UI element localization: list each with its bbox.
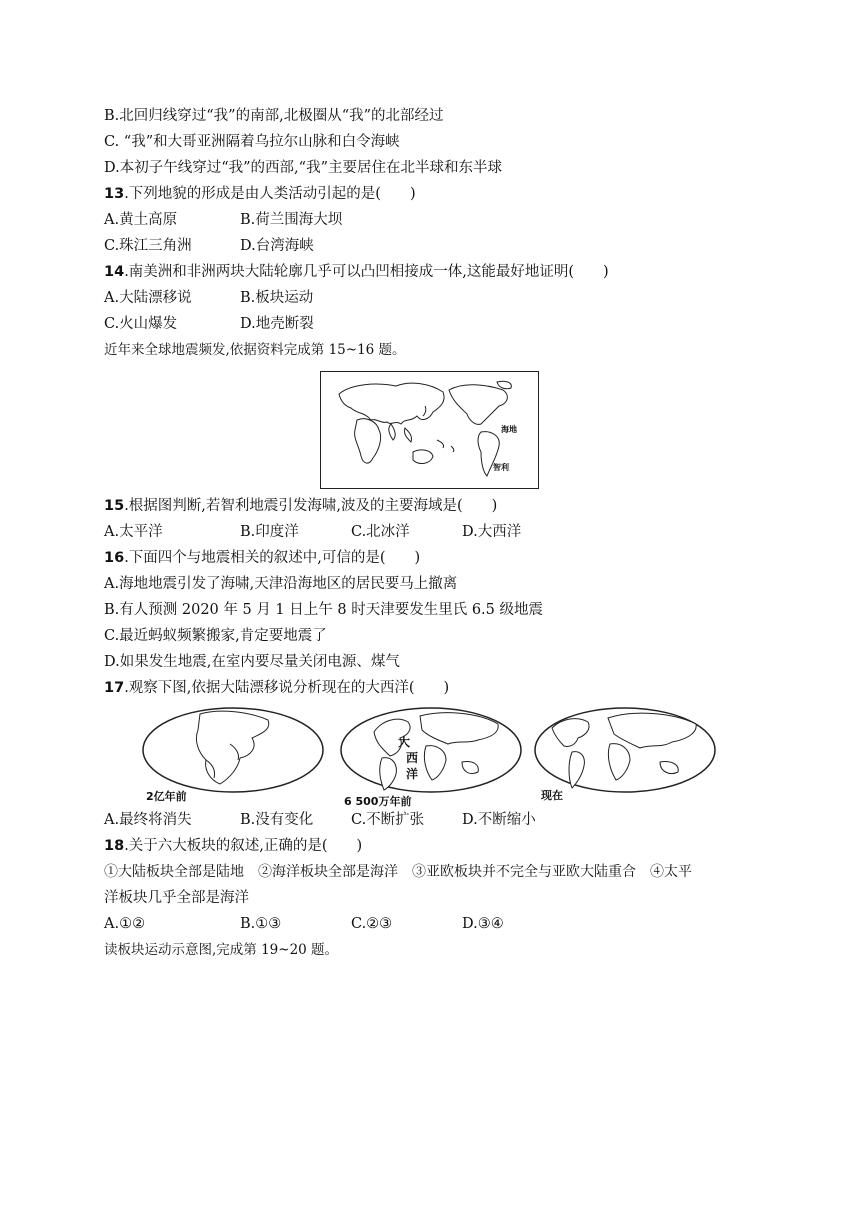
question-number: 14 bbox=[104, 264, 125, 280]
intro-19-20: 读板块运动示意图,完成第 19~20 题。 bbox=[104, 942, 339, 958]
statements-line-1: ①大陆板块全部是陆地 ②海洋板块全部是海洋 ③亚欧板块并不完全与亚欧大陆重合 ④太平 bbox=[104, 864, 692, 880]
option-d: D.大西洋 bbox=[462, 524, 522, 540]
option-b: B.①③ bbox=[240, 916, 282, 932]
option-d: D.③④ bbox=[462, 916, 504, 932]
question-number: 17 bbox=[104, 680, 125, 696]
intro-15-16: 近年来全球地震频发,依据资料完成第 15~16 题。 bbox=[104, 342, 406, 358]
option-c: C.②③ bbox=[351, 916, 393, 932]
option-b: B.有人预测 2020 年 5 月 1 日上午 8 时天津要发生里氏 6.5 级地震 bbox=[104, 602, 543, 618]
question-stem: .观察下图,依据大陆漂移说分析现在的大西洋( ) bbox=[124, 680, 450, 696]
option-d: D.台湾海峡 bbox=[240, 238, 314, 254]
option-d: D.地壳断裂 bbox=[240, 316, 314, 332]
option-a: A.①② bbox=[104, 916, 146, 932]
globe-200m-years bbox=[140, 704, 326, 800]
question-stem: .下列地貌的形成是由人类活动引起的是( ) bbox=[124, 186, 416, 202]
globe-present bbox=[532, 704, 718, 800]
option-c: C.火山爆发 bbox=[104, 316, 178, 332]
question-18 bbox=[104, 836, 362, 856]
question-number: 15 bbox=[104, 498, 125, 514]
option-d: D.如果发生地震,在室内要尽量关闭电源、煤气 bbox=[104, 654, 400, 670]
question-number: 18 bbox=[104, 838, 125, 854]
question-number: 13 bbox=[104, 186, 125, 202]
option-a: A.太平洋 bbox=[104, 524, 163, 540]
statements-line-2: 洋板块几乎全部是海洋 bbox=[104, 890, 249, 906]
option-c: C.最近蚂蚁频繁搬家,肯定要地震了 bbox=[104, 628, 327, 644]
option-b: B.印度洋 bbox=[240, 524, 299, 540]
question-17 bbox=[104, 678, 449, 698]
line-b-tropic: B.北回归线穿过“我”的南部,北极圈从“我”的北部经过 bbox=[104, 108, 444, 124]
ocean-char-1: 大 bbox=[398, 735, 411, 749]
ocean-char-3: 洋 bbox=[406, 767, 419, 781]
globe-label-65m: 6 500万年前 bbox=[344, 795, 412, 808]
world-map bbox=[320, 371, 539, 489]
question-stem: .下面四个与地震相关的叙述中,可信的是( ) bbox=[124, 550, 421, 566]
line-c-ural: C. “我”和大哥亚洲隔着乌拉尔山脉和白令海峡 bbox=[104, 134, 400, 150]
option-c: C.不断扩张 bbox=[351, 812, 425, 828]
question-stem: .关于六大板块的叙述,正确的是( ) bbox=[124, 838, 363, 854]
question-13 bbox=[104, 184, 416, 204]
option-c: C.珠江三角洲 bbox=[104, 238, 192, 254]
option-b: B.没有变化 bbox=[240, 812, 314, 828]
label-chile: 智利 bbox=[493, 463, 509, 472]
question-number: 16 bbox=[104, 550, 125, 566]
label-haiti: 海地 bbox=[501, 425, 517, 434]
option-a: A.最终将消失 bbox=[104, 812, 192, 828]
globe-label-present: 现在 bbox=[541, 789, 563, 802]
question-16 bbox=[104, 548, 420, 568]
option-c: C.北冰洋 bbox=[351, 524, 410, 540]
option-a: A.大陆漂移说 bbox=[104, 290, 192, 306]
question-stem: .南美洲和非洲两块大陆轮廓几乎可以凸凹相接成一体,这能最好地证明( ) bbox=[124, 264, 609, 280]
globe-label-200m: 2亿年前 bbox=[146, 790, 187, 803]
option-b: B.板块运动 bbox=[240, 290, 314, 306]
globe-65m-years bbox=[338, 704, 524, 800]
option-a: A.海地地震引发了海啸,天津沿海地区的居民要马上撤离 bbox=[104, 576, 458, 592]
ocean-char-2: 西 bbox=[406, 751, 419, 765]
line-d-meridian: D.本初子午线穿过“我”的西部,“我”主要居住在北半球和东半球 bbox=[104, 160, 502, 176]
option-b: B.荷兰围海大坝 bbox=[240, 212, 343, 228]
option-a: A.黄土高原 bbox=[104, 212, 178, 228]
question-14 bbox=[104, 262, 609, 282]
question-15 bbox=[104, 496, 497, 516]
question-stem: .根据图判断,若智利地震引发海啸,波及的主要海域是( ) bbox=[124, 498, 498, 514]
option-d: D.不断缩小 bbox=[462, 812, 536, 828]
